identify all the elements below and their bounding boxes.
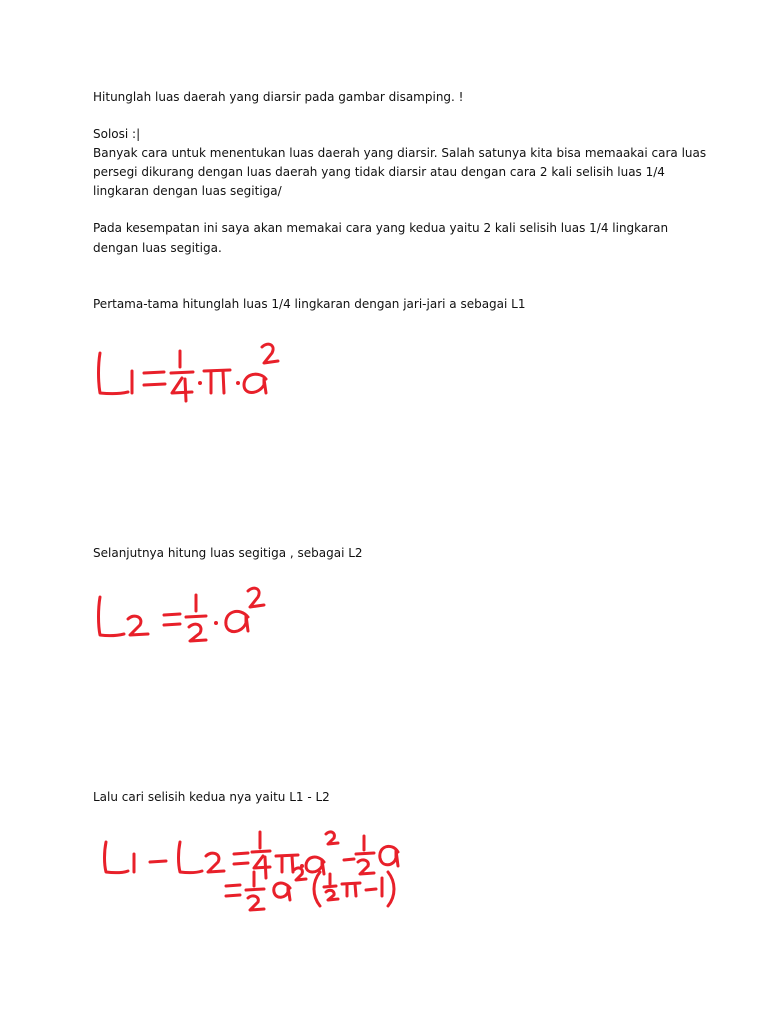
step-1-text: Pertama-tama hitunglah luas 1/4 lingkaran dengan jari-jari a sebagai L1 (93, 297, 526, 311)
step-2-text: Selanjutnya hitung luas segitiga , sebagai L2 (93, 546, 363, 560)
step-3-text: Lalu cari selisih kedua nya yaitu L1 - L2 (93, 790, 330, 804)
solution-label: Solosi :| (93, 127, 141, 141)
formula-l1 (92, 335, 292, 405)
paragraph-2-line-1: Pada kesempatan ini saya akan memakai cara yang kedua yaitu 2 kali selisih luas 1/4 lingkaran (93, 221, 669, 235)
paragraph-2-line-2: dengan luas segitiga. (93, 241, 222, 255)
formula-difference-line-2 (220, 866, 400, 922)
paragraph-1-line-1: Banyak cara untuk menentukan luas daerah yang diarsir. Salah satunya kita bisa memaakai cara luas (93, 146, 707, 160)
paragraph-1-line-3: lingkaran dengan luas segitiga/ (93, 184, 282, 198)
paragraph-1-line-2: persegi dikurang dengan luas daerah yang tidak diarsir atau dengan cara 2 kali selisih luas 1/4 (93, 165, 665, 179)
question-text: Hitunglah luas daerah yang diarsir pada gambar disamping. ! (93, 90, 464, 104)
formula-l2 (92, 583, 282, 653)
